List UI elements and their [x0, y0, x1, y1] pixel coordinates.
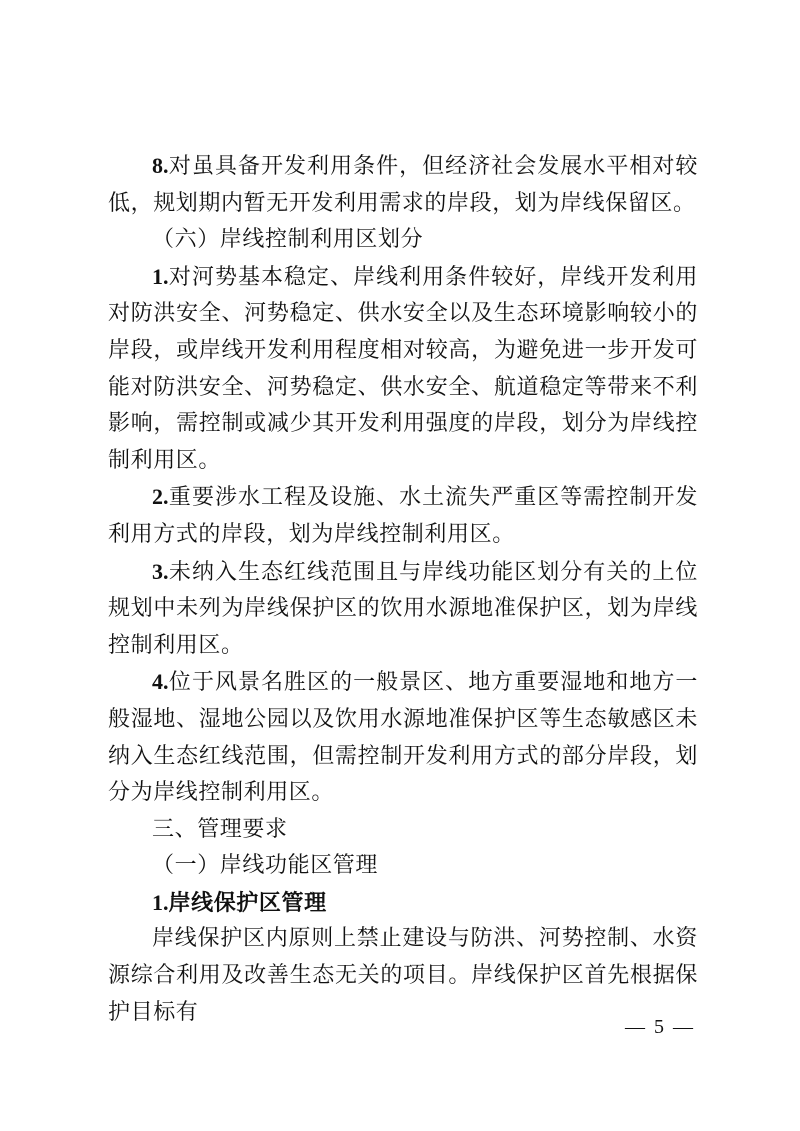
- subsection-heading-1: [108, 885, 698, 922]
- paragraph-text: 重要涉水工程及设施、水土流失严重区等需控制开发利用方式的岸段，划为岸线控制利用区。: [108, 485, 698, 547]
- paragraph-text: 位于风景名胜区的一般景区、地方重要湿地和地方一般湿地、湿地公园以及饮用水源地准保护区等生态敏感区未纳入生态红线范围，但需控制开发利用方式的部分岸段，划分为岸线控制利用区。: [108, 670, 698, 806]
- heading-text: （一）岸线功能区管理: [152, 853, 379, 879]
- chapter-heading-3: [108, 812, 698, 849]
- paragraph-text: 对虽具备开发利用条件，但经济社会发展水平相对较低，规划期内暂无开发利用需求的岸段，划为岸线保留区。: [108, 154, 698, 216]
- section-heading-1: [108, 848, 698, 885]
- paragraph-item-2: [108, 479, 698, 553]
- paragraph-item-1: [108, 259, 698, 480]
- paragraph-text: 岸线保护区内原则上禁止建设与防洪、河势控制、水资源综合利用及改善生态无关的项目。岸线保护区首先根据保护目标有: [108, 926, 698, 1025]
- paragraph-text: 未纳入生态红线范围且与岸线功能区划分有关的上位规划中未列为岸线保护区的饮用水源地准保护区，划为岸线控制利用区。: [108, 559, 698, 658]
- heading-text: 岸线保护区管理: [168, 889, 327, 916]
- section-heading-6: [108, 222, 698, 259]
- paragraph-item-4: [108, 664, 698, 811]
- body-text: [108, 148, 698, 1031]
- heading-text: 三、管理要求: [152, 816, 288, 842]
- item-number: 1.: [152, 889, 169, 915]
- item-number: 2.: [152, 484, 169, 510]
- paragraph-protection-zone: [108, 921, 698, 1031]
- item-number: 3.: [152, 558, 169, 584]
- page-number: — 5 —: [625, 1016, 695, 1038]
- paragraph-item-8: [108, 148, 698, 222]
- item-number: 1.: [152, 263, 169, 289]
- paragraph-text: 对河势基本稳定、岸线利用条件较好，岸线开发利用对防洪安全、河势稳定、供水安全以及生态环境影响较小的岸段，或岸线开发利用程度相对较高，为避免进一步开发可能对防洪安全、河势稳定、供水安全、航道稳定等带来不利影响，需控制或减少其开发利用强度的岸段，划分为岸线控制利用区。: [108, 264, 698, 473]
- paragraph-item-3: [108, 554, 698, 665]
- heading-text: （六）岸线控制利用区划分: [152, 227, 424, 253]
- item-number: 4.: [152, 669, 169, 695]
- item-number: 8.: [152, 153, 169, 178]
